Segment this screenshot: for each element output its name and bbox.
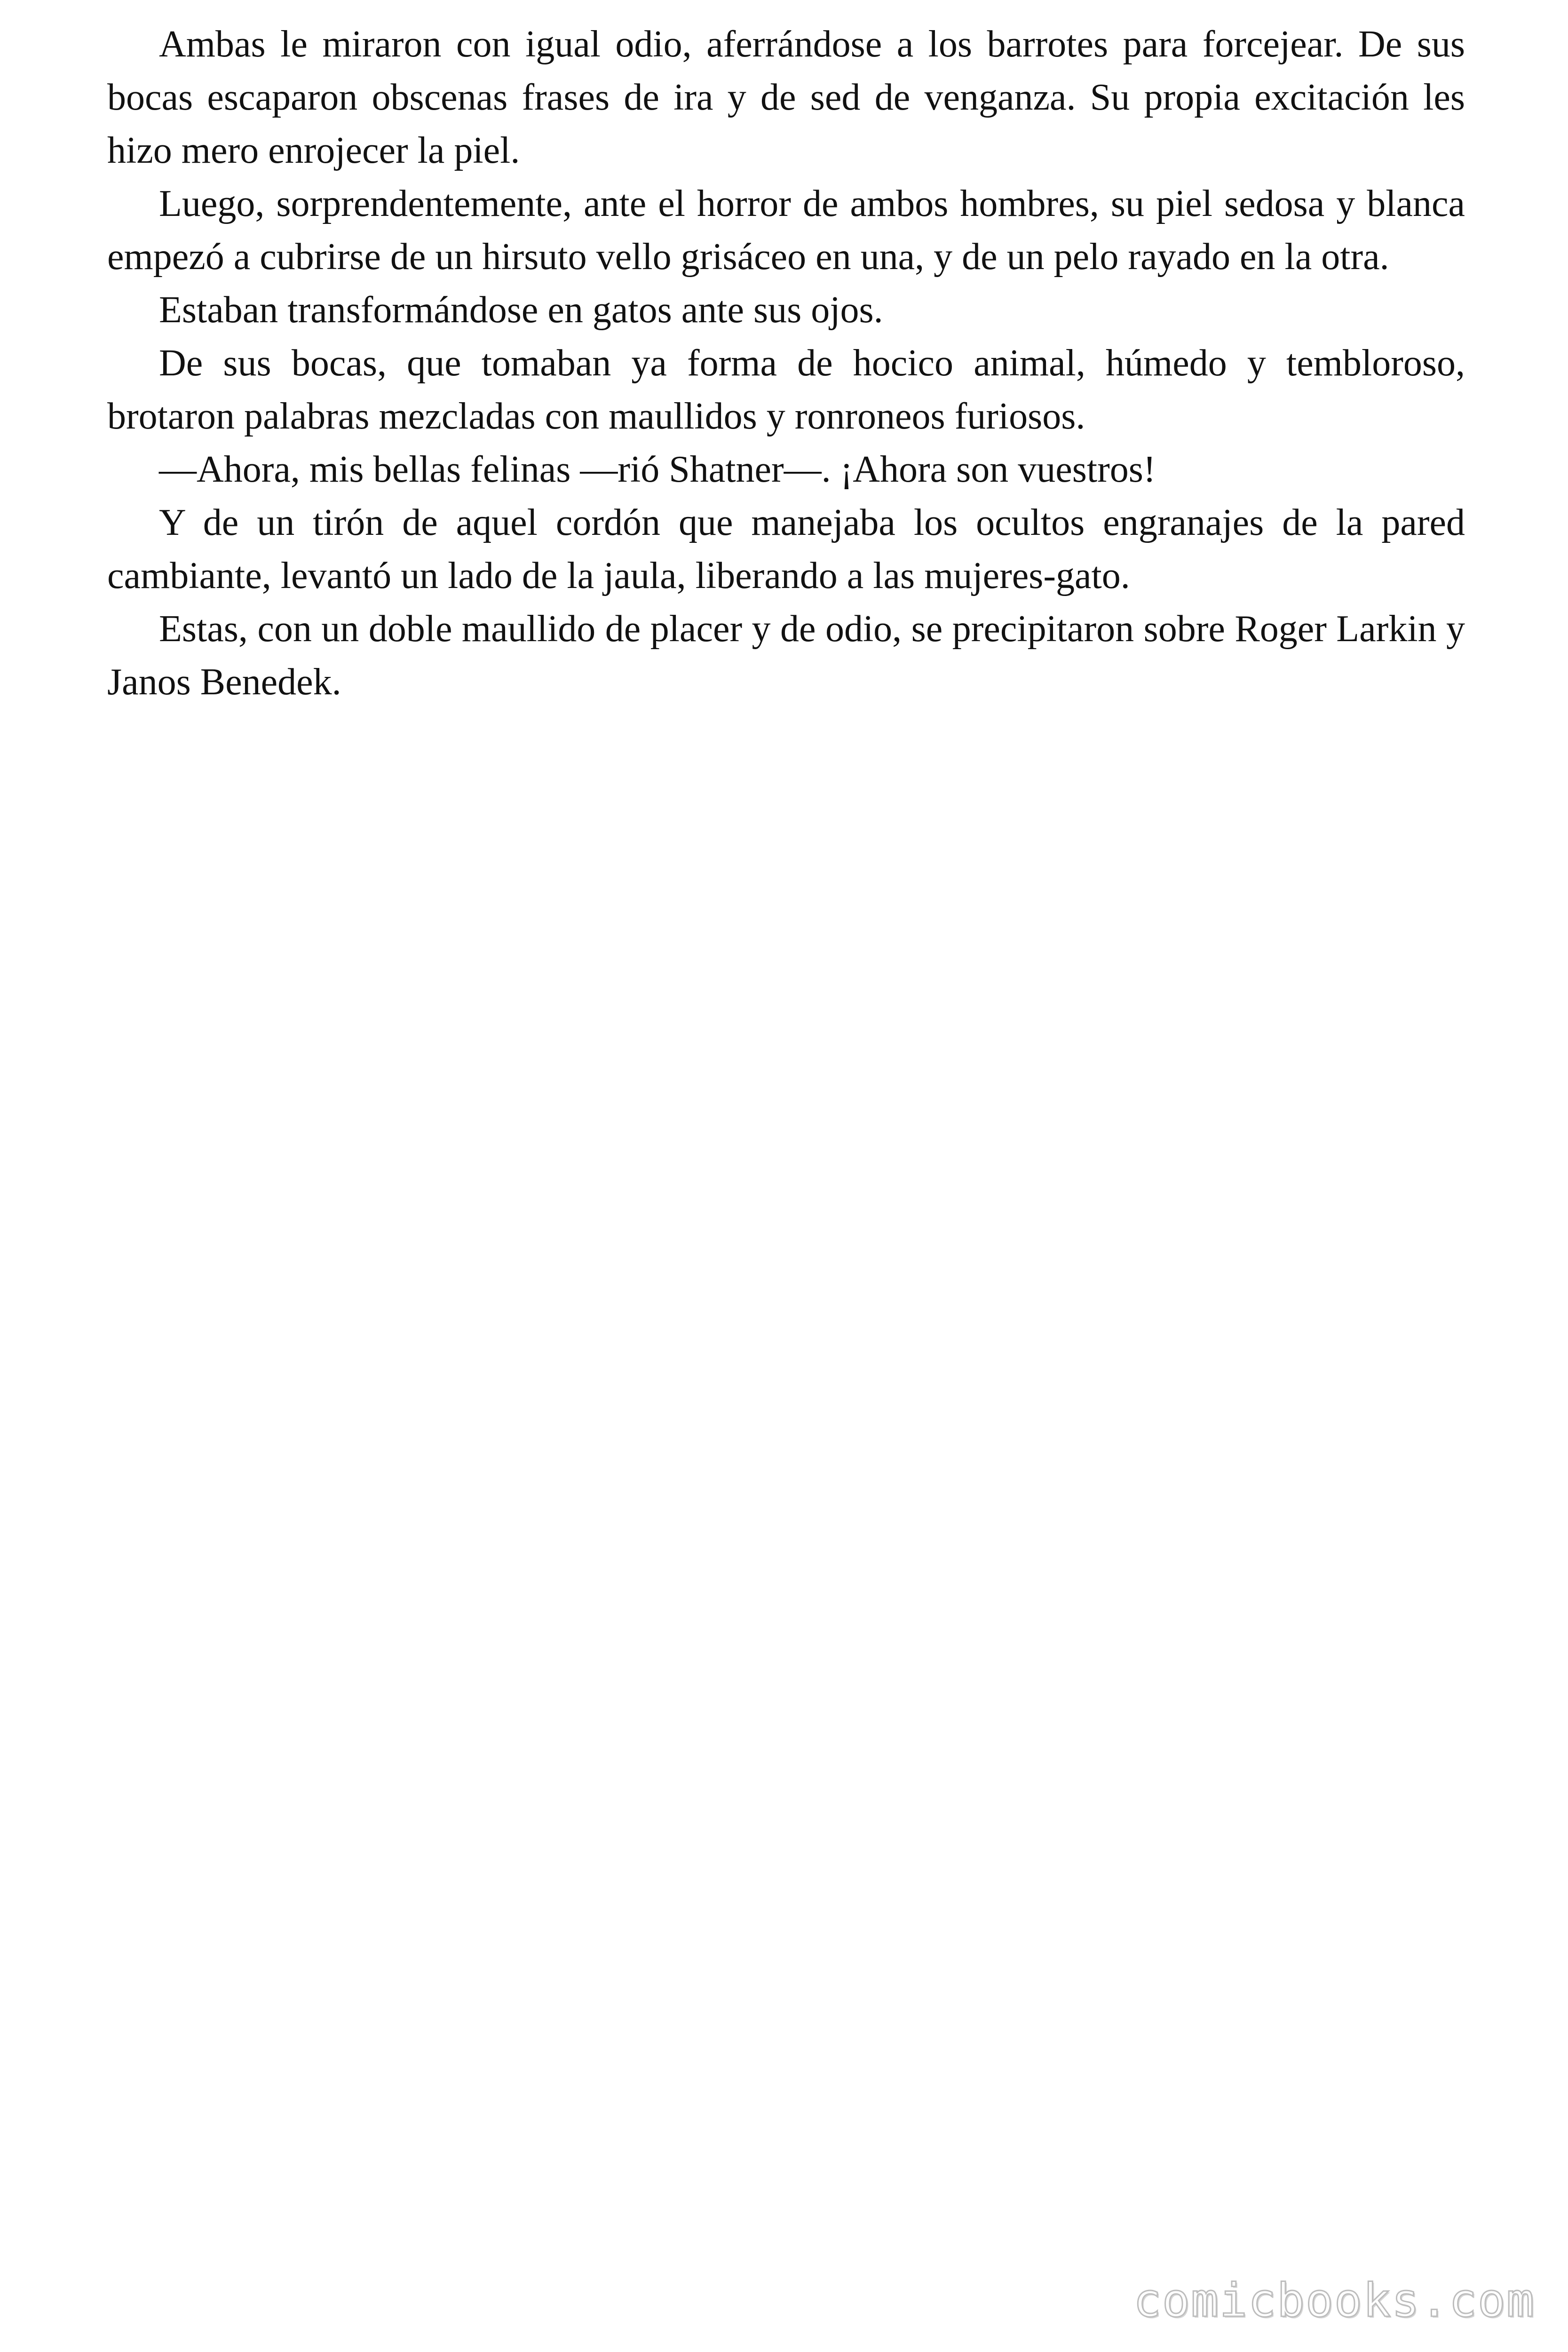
paragraph-2: Luego, sorprendentemente, ante el horror de ambos hombres, su piel sedosa y blanca empezó a cubrirse de un hirsuto vello grisáceo en una, y de un pelo rayado en la otra.	[107, 183, 1465, 278]
paragraph-4: De sus bocas, que tomaban ya forma de hocico animal, húmedo y tembloroso, brotaron palabras mezcladas con maullidos y ronroneos furiosos.	[107, 342, 1465, 437]
paragraph-1: Ambas le miraron con igual odio, aferrándose a los barrotes para forcejear. De sus bocas escaparon obscenas frases de ira y de sed de venganza. Su propia excitación les hizo mero enrojecer la piel.	[107, 24, 1465, 171]
paragraph-3: Estaban transformándose en gatos ante sus ojos.	[159, 289, 883, 331]
body-text	[107, 18, 1465, 709]
watermark: comicbooks.com	[1133, 2274, 1535, 2328]
paragraph-7: Estas, con un doble maullido de placer y de odio, se precipitaron sobre Roger Larkin y Janos Benedek.	[107, 608, 1465, 703]
paragraph-6: Y de un tirón de aquel cordón que manejaba los ocultos engranajes de la pared cambiante, levantó un lado de la jaula, liberando a las mujeres-gato.	[107, 502, 1465, 596]
paragraph-5: —Ahora, mis bellas felinas —rió Shatner—. ¡Ahora son vuestros!	[159, 449, 1156, 490]
